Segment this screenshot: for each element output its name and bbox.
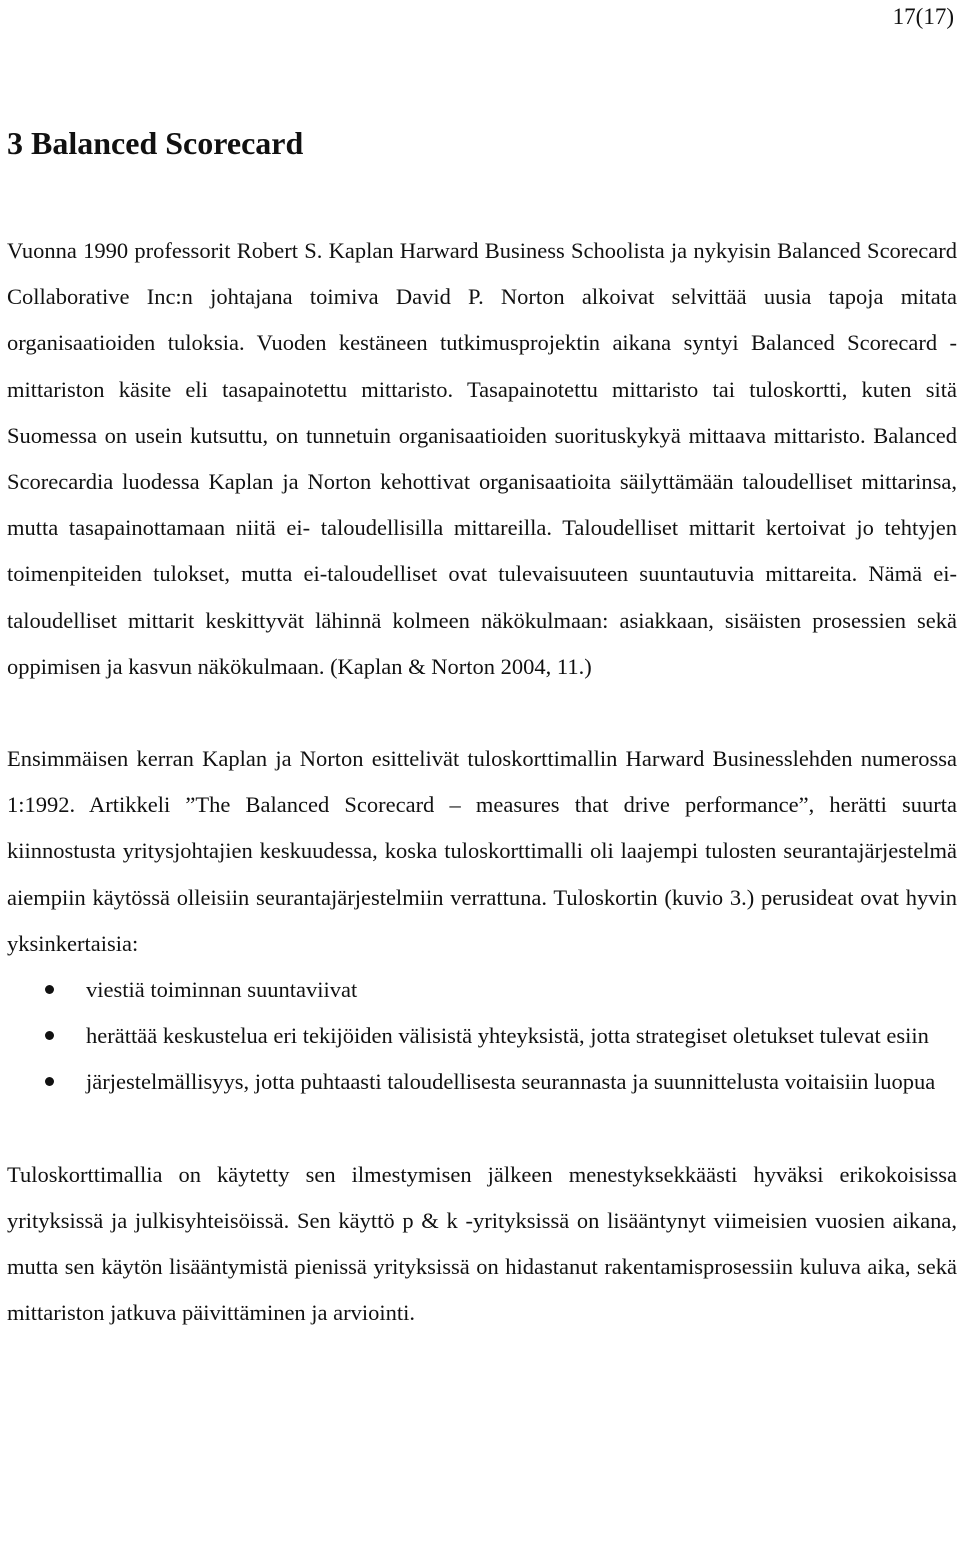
paragraph-first-presentation: Ensimmäisen kerran Kaplan ja Norton esittelivät tuloskorttimallin Harward Businesslehden numerossa 1:1992. Artikkeli ”The Balanced Scorecard – measures that drive performance”, herätti suurta kiinnostusta yritysjohtajien keskuudessa, koska tuloskorttimalli oli laajempi tulosten seurantajärjestelmä aiempiin käytössä olleisiin seurantajärjestelmiin verrattuna. Tuloskortin (kuvio 3.) perusideat ovat hyvin yksinkertaisia: [7, 746, 957, 956]
bullet-list [7, 967, 957, 1106]
bullet-icon [45, 1077, 54, 1086]
list-item-text: järjestelmällisyys, jotta puhtaasti taloudellisesta seurannasta ja suunnittelusta voitaisiin luopua [86, 1069, 936, 1095]
list-item-text: herättää keskustelua eri tekijöiden välisistä yhteyksistä, jotta strategiset oletukset tulevat esiin [86, 1023, 929, 1049]
paragraph-intro: Vuonna 1990 professorit Robert S. Kaplan Harward Business Schoolista ja nykyisin Balanced Scorecard Collaborative Inc:n johtajana toimiva David P. Norton alkoivat selvittää uusia tapoja mitata organisaatioiden tuloksia. Vuoden kestäneen tutkimusprojektin aikana syntyi Balanced Scorecard -mittariston käsite eli tasapainotettu mittaristo. Tasapainotettu mittaristo tai tuloskortti, kuten sitä Suomessa on usein kutsuttu, on tunnetuin organisaatioiden suorituskykyä mittaava mittaristo. Balanced Scorecardia luodessa Kaplan ja Norton kehottivat organisaatioita säilyttämään taloudelliset mittarinsa, mutta tasapainottamaan niitä ei- taloudellisilla mittareilla. Taloudelliset mittarit kertoivat jo tehtyjen toimenpiteiden tulokset, mutta ei-taloudelliset ovat tulevaisuuteen suuntautuvia mittareita. Nämä ei-taloudelliset mittarit keskittyvät lähinnä kolmeen näkökulmaan: asiakkaan, sisäisten prosessien sekä oppimisen ja kasvun näkökulmaan. (Kaplan & Norton 2004, 11.) [7, 238, 957, 679]
list-item [7, 1013, 957, 1059]
bullet-icon [45, 985, 54, 994]
list-item [7, 967, 957, 1013]
page-number: 17(17) [892, 4, 954, 29]
list-item [7, 1059, 957, 1105]
list-item-text: viestiä toiminnan suuntaviivat [86, 977, 358, 1003]
bullet-icon [45, 1031, 54, 1040]
section-heading: 3 Balanced Scorecard [7, 125, 304, 161]
document-body [7, 228, 957, 1336]
paragraph-usage: Tuloskorttimallia on käytetty sen ilmestymisen jälkeen menestyksekkäästi hyväksi erikokoisissa yrityksissä ja julkisyhteisöissä. Sen käyttö p & k -yrityksissä on lisääntynyt viimeisien vuosien aikana, mutta sen käytön lisääntymistä pienissä yrityksissä on hidastanut rakentamisprosessiin kuluva aika, sekä mittariston jatkuva päivittäminen ja arviointi. [7, 1161, 957, 1326]
